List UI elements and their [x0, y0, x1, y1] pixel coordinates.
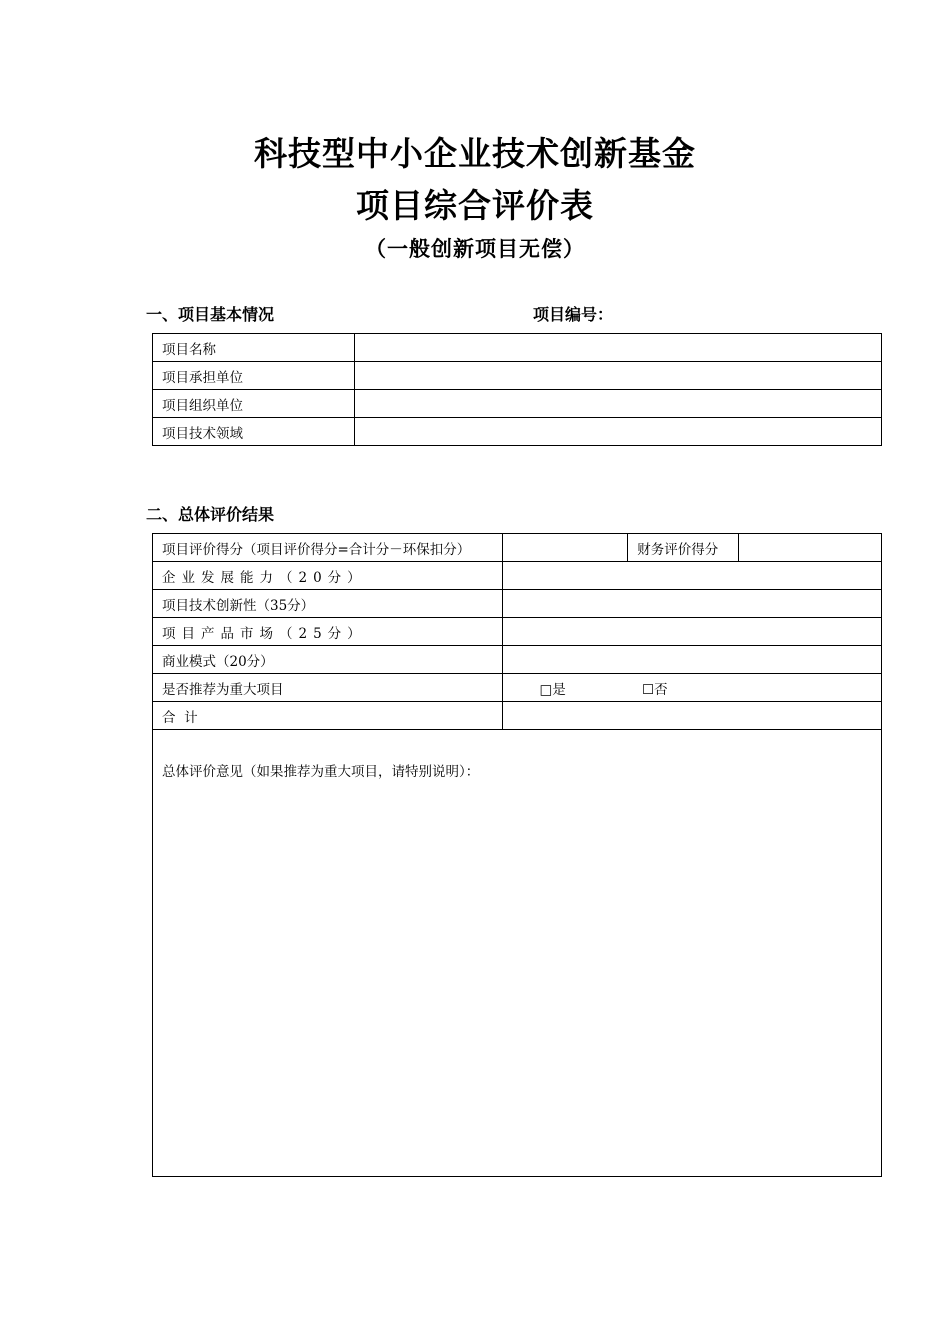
finance-score-field[interactable]	[739, 534, 882, 562]
table-row	[153, 730, 882, 1177]
recommend-options	[503, 674, 882, 702]
score-field[interactable]	[503, 534, 628, 562]
recommend-label: 是否推荐为重大项目	[153, 674, 503, 702]
tech-field-label: 项目技术领域	[153, 418, 355, 446]
evaluation-table	[152, 533, 882, 1177]
table-row	[153, 702, 882, 730]
project-code-label: 项目编号：	[533, 305, 614, 324]
recommend-no-checkbox[interactable]: ☐否	[642, 681, 668, 698]
section2-heading: 二、总体评价结果	[146, 505, 275, 524]
table-row	[153, 418, 882, 446]
table-row	[153, 590, 882, 618]
recommend-yes-checkbox[interactable]: □是	[539, 681, 566, 698]
total-field[interactable]	[503, 702, 882, 730]
project-name-field[interactable]	[355, 334, 882, 362]
product-market-field[interactable]	[503, 618, 882, 646]
basic-info-table	[152, 333, 882, 446]
undertaking-unit-label: 项目承担单位	[153, 362, 355, 390]
overall-opinion-field[interactable]	[153, 730, 882, 1177]
table-row	[153, 334, 882, 362]
tech-innovation-label: 项目技术创新性（35分）	[153, 590, 503, 618]
business-model-field[interactable]	[503, 646, 882, 674]
product-market-label: 项目产品市场（25分）	[153, 618, 503, 646]
document-subtitle: （一般创新项目无偿）	[365, 237, 585, 261]
document-title: 科技型中小企业技术创新基金	[254, 134, 696, 173]
document-title-line2: 项目综合评价表	[356, 186, 594, 225]
finance-score-label: 财务评价得分	[628, 534, 739, 562]
score-label: 项目评价得分（项目评价得分=合计分－环保扣分）	[153, 534, 503, 562]
business-model-label: 商业模式（20分）	[153, 646, 503, 674]
table-row	[153, 618, 882, 646]
table-row	[153, 562, 882, 590]
table-row	[153, 362, 882, 390]
project-name-label: 项目名称	[153, 334, 355, 362]
organizing-unit-field[interactable]	[355, 390, 882, 418]
undertaking-unit-field[interactable]	[355, 362, 882, 390]
table-row	[153, 390, 882, 418]
tech-innovation-field[interactable]	[503, 590, 882, 618]
enterprise-capability-field[interactable]	[503, 562, 882, 590]
table-row	[153, 646, 882, 674]
table-row	[153, 674, 882, 702]
overall-opinion-label: 总体评价意见（如果推荐为重大项目，请特别说明）：	[162, 764, 480, 780]
table-row	[153, 534, 882, 562]
total-label: 合 计	[153, 702, 503, 730]
enterprise-capability-label: 企业发展能力（20分）	[153, 562, 503, 590]
tech-field-field[interactable]	[355, 418, 882, 446]
section1-heading: 一、项目基本情况	[146, 305, 275, 324]
organizing-unit-label: 项目组织单位	[153, 390, 355, 418]
